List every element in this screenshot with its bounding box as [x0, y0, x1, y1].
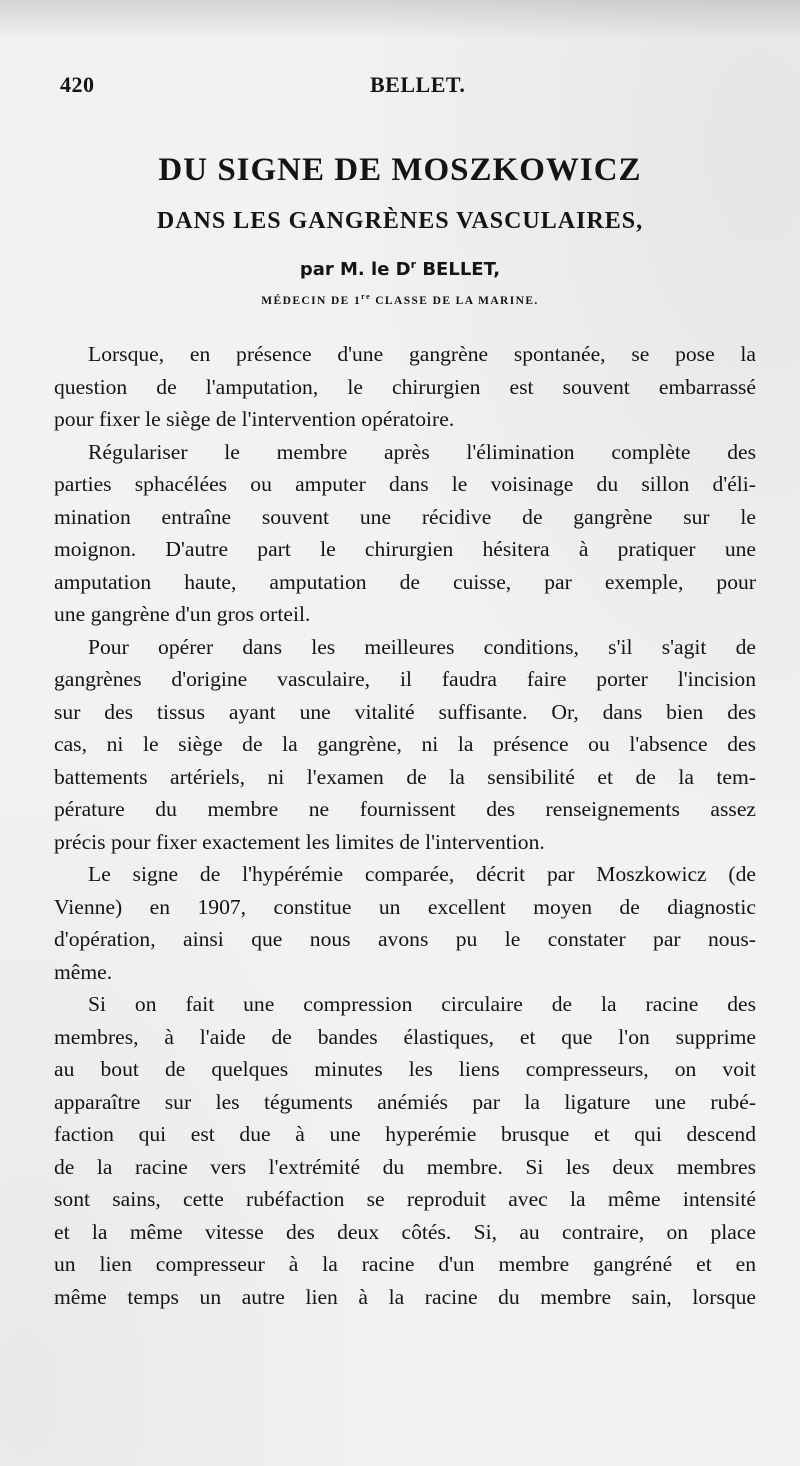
- article-subtitle: DANS LES GANGRÈNES VASCULAIRES,: [156, 208, 644, 234]
- text-line: amputation haute, amputation de cuisse, par exemple, pour: [54, 569, 756, 594]
- text-line: membres, à l'aide de bandes élastiques, et que l'on supprime: [54, 1024, 756, 1049]
- text-line: Le signe de l'hypérémie comparée, décrit par Moszkowicz (de: [88, 862, 756, 886]
- running-head: [60, 72, 760, 102]
- text-line: même.: [54, 959, 113, 984]
- text-line: sur des tissus ayant une vitalité suffisante. Or, dans bien des: [54, 699, 756, 724]
- text-line: moignon. D'autre part le chirurgien hésitera à pratiquer une: [54, 537, 756, 561]
- text-line: d'opération, ainsi que nous avons pu le constater par nous-: [54, 927, 756, 951]
- text-line: battements artériels, ni l'examen de la sensibilité et de la tem-: [54, 764, 756, 789]
- text-line: gangrènes d'origine vasculaire, il faudra faire porter l'incision: [54, 667, 756, 691]
- text-line: au bout de quelques minutes les liens compresseurs, on voit: [54, 1057, 756, 1081]
- text-line: Lorsque, en présence d'une gangrène spontanée, se pose la: [88, 342, 756, 366]
- text-line: Vienne) en 1907, constitue un excellent moyen de diagnostic: [54, 894, 756, 919]
- author-affiliation: [0, 292, 800, 307]
- affiliation-prefix: MÉDECIN DE 1: [261, 294, 362, 307]
- author-name: BELLET,: [416, 259, 501, 280]
- text-line: pérature du membre ne fournissent des renseignements assez: [54, 797, 756, 821]
- text-line: parties sphacélées ou amputer dans le voisinage du sillon d'éli-: [54, 472, 756, 496]
- text-line: même temps un autre lien à la racine du membre sain, lorsque: [54, 1284, 756, 1309]
- text-line: cas, ni le siège de la gangrène, ni la présence ou l'absence des: [54, 732, 756, 756]
- text-line: un lien compresseur à la racine d'un membre gangréné et en: [54, 1252, 756, 1276]
- text-line: Pour opérer dans les meilleures conditions, s'il s'agit de: [88, 634, 756, 659]
- text-line: une gangrène d'un gros orteil.: [54, 602, 311, 626]
- byline-prefix: par M. le D: [299, 259, 411, 280]
- scan-shadow: [0, 0, 800, 40]
- text-line: Régulariser le membre après l'élimination complète des: [88, 439, 756, 464]
- running-title: BELLET.: [370, 72, 466, 97]
- byline-superscript: r: [410, 258, 417, 271]
- article-title: DU SIGNE DE MOSZKOWICZ: [158, 152, 642, 188]
- article-body: [54, 338, 756, 1313]
- text-line: et la même vitesse des deux côtés. Si, au contraire, on place: [54, 1219, 756, 1244]
- affiliation-suffix: CLASSE DE LA MARINE.: [370, 294, 539, 307]
- text-line: de la racine vers l'extrémité du membre. Si les deux membres: [54, 1154, 756, 1179]
- text-line: mination entraîne souvent une récidive de gangrène sur le: [54, 504, 756, 529]
- page-number: 420: [60, 72, 95, 97]
- affiliation-superscript: re: [361, 292, 371, 301]
- text-line: faction qui est due à une hyperémie brusque et qui descend: [54, 1122, 756, 1146]
- text-line: Si on fait une compression circulaire de la racine des: [88, 992, 756, 1016]
- text-line: précis pour fixer exactement les limites de l'intervention.: [54, 829, 545, 854]
- author-byline: [0, 258, 800, 280]
- text-line: pour fixer le siège de l'intervention opératoire.: [54, 407, 455, 431]
- text-line: question de l'amputation, le chirurgien est souvent embarrassé: [54, 374, 756, 399]
- text-line: apparaître sur les téguments anémiés par la ligature une rubé-: [54, 1089, 756, 1114]
- text-line: sont sains, cette rubéfaction se reproduit avec la même intensité: [54, 1187, 756, 1211]
